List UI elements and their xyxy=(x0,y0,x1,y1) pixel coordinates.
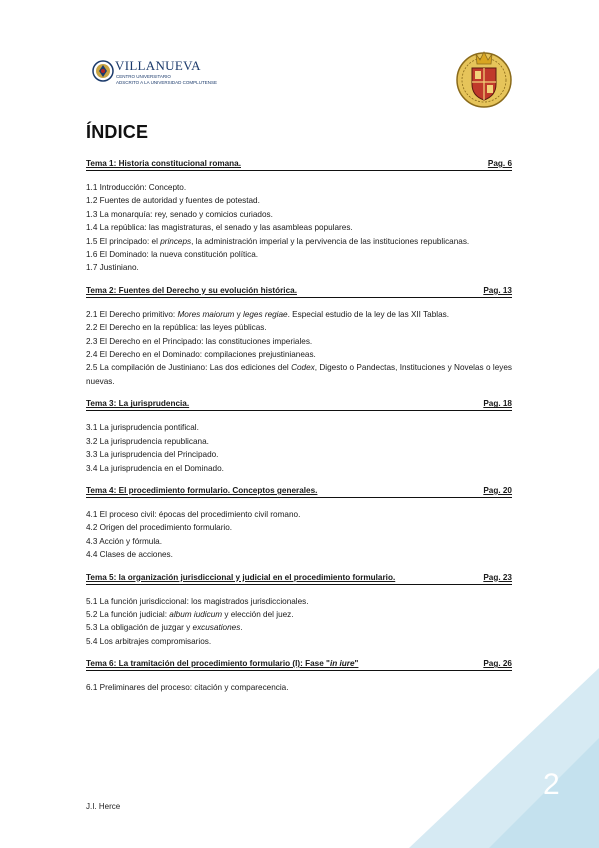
tema-title: Tema 4: El procedimiento formulario. Conceptos generales. xyxy=(86,485,318,495)
author: J.I. Herce xyxy=(86,802,121,811)
list-item: 1.5 El principado: el princeps, la administración imperial y la pervivencia de las instituciones republicanas. xyxy=(86,236,470,246)
villanueva-emblem-icon xyxy=(92,60,114,82)
logo-subtitle: CENTRO UNIVERSITARIO ADSCRITO A LA UNIVERSIDAD COMPLUTENSE xyxy=(116,74,217,85)
decorative-corner xyxy=(409,668,599,848)
list-item: 1.3 La monarquía: rey, senado y comicios curiados. xyxy=(86,209,273,219)
tema-title: Tema 5: la organización jurisdiccional y judicial en el procedimiento formulario. xyxy=(86,572,396,582)
tema-title: Tema 2: Fuentes del Derecho y su evolución histórica. xyxy=(86,285,297,295)
tema-page: Pag. 18 xyxy=(483,399,512,409)
list-item: 5.2 La función judicial: album iudicum y elección del juez. xyxy=(86,609,294,619)
list-item: 1.7 Justiniano. xyxy=(86,263,139,273)
list-item: 2.2 El Derecho en la república: las leyes públicas. xyxy=(86,323,267,333)
list-item: 4.2 Origen del procedimiento formulario. xyxy=(86,523,233,533)
tema-heading xyxy=(86,397,512,411)
tema-items xyxy=(86,421,512,475)
list-item: 1.2 Fuentes de autoridad y fuentes de potestad. xyxy=(86,196,260,206)
list-item: 3.1 La jurisprudencia pontifical. xyxy=(86,423,199,433)
list-item: 2.1 El Derecho primitivo: Mores maiorum y leges regiae. Especial estudio de la ley de las XII Tablas. xyxy=(86,309,450,319)
list-item: 1.6 El Dominado: la nueva constitución política. xyxy=(86,250,259,260)
tema-heading xyxy=(86,484,512,498)
page-title: ÍNDICE xyxy=(86,122,149,142)
page-number: 2 xyxy=(543,768,560,801)
list-item: 2.4 El Derecho en el Dominado: compilaciones prejustinianeas. xyxy=(86,350,316,360)
tema-page: Pag. 13 xyxy=(483,285,512,295)
tema-items xyxy=(86,508,512,562)
list-item: 3.4 La jurisprudencia en el Dominado. xyxy=(86,463,224,473)
university-seal-icon xyxy=(454,44,514,110)
table-of-contents xyxy=(86,157,512,704)
list-item: 3.3 La jurisprudencia del Principado. xyxy=(86,450,219,460)
tema-title: Tema 1: Historia constitucional romana. xyxy=(86,159,241,168)
tema-items xyxy=(86,595,512,649)
list-item: 4.4 Clases de acciones. xyxy=(86,550,173,560)
tema-title: Tema 6: La tramitación del procedimiento formulario (I): Fase "in iure" xyxy=(86,659,359,669)
list-item: 1.4 La república: las magistraturas, el senado y las asambleas populares. xyxy=(86,223,353,233)
list-item: 5.3 La obligación de juzgar y excusationes. xyxy=(86,623,243,633)
tema-page: Pag. 6 xyxy=(487,159,512,168)
list-item: 2.3 El Derecho en el Principado: las constituciones imperiales. xyxy=(86,336,313,346)
tema-items xyxy=(86,181,512,275)
tema-heading xyxy=(86,284,512,298)
list-item: 5.4 Los arbitrajes compromisarios. xyxy=(86,636,212,646)
list-item: 2.5 La compilación de Justiniano: Las dos ediciones del Codex, Digesto o Pandectas, Instituciones y Novelas o leyes nuevas. xyxy=(86,363,512,386)
list-item: 5.1 La función jurisdiccional: los magistrados jurisdiccionales. xyxy=(86,596,309,606)
tema-page: Pag. 26 xyxy=(483,659,512,669)
list-item: 1.1 Introducción: Concepto. xyxy=(86,183,187,192)
villanueva-logo xyxy=(92,55,217,95)
tema-heading xyxy=(86,157,512,171)
list-item: 3.2 La jurisprudencia republicana. xyxy=(86,436,209,446)
tema-heading xyxy=(86,571,512,585)
list-item: 4.1 El proceso civil: épocas del procedimiento civil romano. xyxy=(86,509,301,519)
tema-page: Pag. 23 xyxy=(483,572,512,582)
list-item: 4.3 Acción y fórmula. xyxy=(86,536,162,546)
tema-title: Tema 3: La jurisprudencia. xyxy=(86,399,190,409)
tema-page: Pag. 20 xyxy=(483,485,512,495)
logo-name: VILLANUEVA xyxy=(115,58,201,73)
list-item: 6.1 Preliminares del proceso: citación y comparecencia. xyxy=(86,683,289,693)
tema-items xyxy=(86,308,512,388)
